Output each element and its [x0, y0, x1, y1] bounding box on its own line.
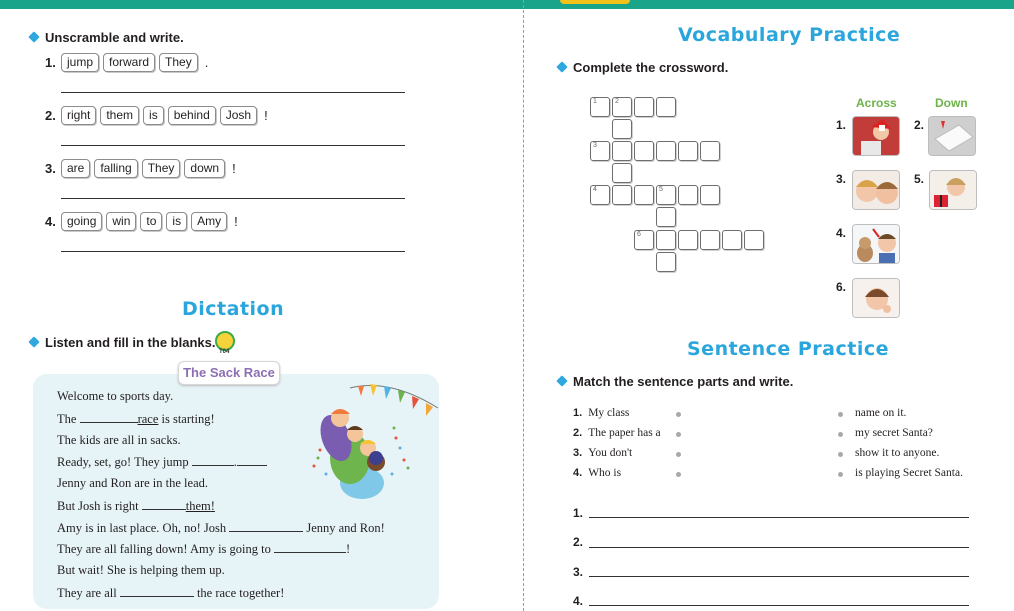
vocabulary-instruction: Complete the crossword.: [573, 60, 729, 75]
word-box: is: [166, 212, 187, 231]
punctuation: !: [232, 161, 236, 176]
santa-gift-photo: [852, 116, 900, 156]
crossword-cell[interactable]: [656, 207, 676, 227]
kitten-and-boy-photo: [852, 224, 900, 264]
crossword-cell[interactable]: [700, 185, 720, 205]
clue-num-3: 3.: [836, 172, 847, 186]
audio-track-label: T04: [219, 349, 230, 355]
match-left-4: 4. Who is: [573, 467, 622, 479]
word-box: going: [61, 212, 102, 231]
word-box: them: [100, 106, 139, 125]
whisper-secret-photo: [852, 170, 900, 210]
story-line-1: Welcome to sports day.: [57, 389, 174, 403]
blank[interactable]: [192, 454, 234, 466]
crossword-cell[interactable]: [700, 230, 720, 250]
vocabulary-title: Vocabulary Practice: [678, 24, 901, 46]
sack-race-illustration: [300, 378, 440, 508]
crossword-cell[interactable]: 6: [634, 230, 654, 250]
word-box: jump: [61, 53, 99, 72]
unscramble-words-4: [61, 212, 238, 231]
sentence-answer-line-4[interactable]: [589, 605, 969, 606]
clue-num-6: 6.: [836, 280, 847, 294]
bullet-diamond-icon: [556, 61, 567, 72]
crossword-cell[interactable]: [656, 97, 676, 117]
across-label: Across: [856, 96, 897, 110]
down-label: Down: [935, 96, 968, 110]
unscramble-instruction: Unscramble and write.: [45, 30, 184, 45]
audio-track-icon[interactable]: [215, 331, 235, 351]
crossword-cell[interactable]: [678, 230, 698, 250]
word-box: right: [61, 106, 96, 125]
story-line-9: But wait! She is helping them up.: [57, 563, 225, 577]
word-box: They: [142, 159, 181, 178]
unscramble-num-2: 2.: [45, 108, 56, 123]
sentence-answer-line-3[interactable]: [589, 576, 969, 577]
blank[interactable]: [229, 520, 303, 532]
girl-with-gift-photo: [929, 170, 977, 210]
top-tab-marker: [560, 0, 630, 4]
crossword-cell[interactable]: [700, 141, 720, 161]
unscramble-words-2: [61, 106, 268, 125]
story-line-5: Jenny and Ron are in the lead.: [57, 476, 208, 490]
word-box: falling: [94, 159, 137, 178]
match-dot-right[interactable]: [838, 412, 843, 417]
sentence-answer-line-2[interactable]: [589, 547, 969, 548]
word-box: are: [61, 159, 90, 178]
crossword-cell[interactable]: [612, 185, 632, 205]
bullet-diamond-icon: [28, 31, 39, 42]
unscramble-num-3: 3.: [45, 161, 56, 176]
match-dot-left[interactable]: [676, 472, 681, 477]
story-line-4: Ready, set, go! They jump .: [57, 454, 267, 470]
word-box: down: [184, 159, 225, 178]
match-right-2: my secret Santa?: [855, 427, 933, 439]
match-left-1: 1. My class: [573, 407, 630, 419]
word-box: win: [106, 212, 136, 231]
word-box: to: [140, 212, 162, 231]
clue-num-1: 1.: [836, 118, 847, 132]
match-dot-left[interactable]: [676, 412, 681, 417]
crossword-cell[interactable]: 1: [590, 97, 610, 117]
crossword-cell[interactable]: [612, 119, 632, 139]
match-dot-right[interactable]: [838, 472, 843, 477]
match-dot-left[interactable]: [676, 432, 681, 437]
word-box: Amy: [191, 212, 227, 231]
crossword-cell[interactable]: 5: [656, 185, 676, 205]
sentence-title: Sentence Practice: [687, 338, 889, 360]
match-dot-right[interactable]: [838, 432, 843, 437]
punctuation: !: [234, 214, 238, 229]
paper-photo: [928, 116, 976, 156]
top-color-bar: [0, 0, 1014, 9]
dictation-title: Dictation: [182, 298, 285, 320]
crossword-cell[interactable]: [656, 252, 676, 272]
bullet-diamond-icon: [28, 336, 39, 347]
blank[interactable]: [80, 411, 138, 423]
blank[interactable]: [237, 454, 267, 466]
crossword-cell[interactable]: 4: [590, 185, 610, 205]
crossword-cell[interactable]: [634, 141, 654, 161]
clue-num-5: 5.: [914, 172, 925, 186]
unscramble-words-3: [61, 159, 236, 178]
crossword-cell[interactable]: [612, 163, 632, 183]
word-box: behind: [168, 106, 216, 125]
story-line-8: They are all falling down! Amy is going to !: [57, 542, 351, 556]
bullet-diamond-icon: [556, 375, 567, 386]
story-line-7: Amy is in last place. Oh, no! Josh Jenny and Ron!: [57, 521, 385, 535]
clue-num-2: 2.: [914, 118, 925, 132]
match-right-1: name on it.: [855, 407, 907, 419]
answer-line-4[interactable]: [61, 251, 405, 252]
girl-thinking-photo: [852, 278, 900, 318]
blank[interactable]: [120, 585, 194, 597]
answer-num-2: 2.: [573, 535, 584, 549]
match-right-4: is playing Secret Santa.: [855, 467, 963, 479]
story-line-2: The race is starting!: [57, 412, 215, 426]
crossword-cell[interactable]: [744, 230, 764, 250]
page-divider: [523, 0, 524, 611]
crossword-cell[interactable]: [678, 141, 698, 161]
crossword-cell[interactable]: [722, 230, 742, 250]
answer-num-1: 1.: [573, 506, 584, 520]
punctuation: .: [204, 55, 209, 70]
dictation-instruction: Listen and fill in the blanks.: [45, 335, 216, 350]
word-box: forward: [103, 53, 155, 72]
match-dot-right[interactable]: [838, 452, 843, 457]
story-line-10: They are all the race together!: [57, 586, 285, 600]
unscramble-num-4: 4.: [45, 214, 56, 229]
answer-line-1[interactable]: [61, 92, 405, 93]
answer-num-3: 3.: [573, 565, 584, 579]
crossword-cell[interactable]: [678, 185, 698, 205]
blank[interactable]: [274, 541, 346, 553]
answer-line-2[interactable]: [61, 145, 405, 146]
crossword-cell[interactable]: 2: [612, 97, 632, 117]
match-dot-left[interactable]: [676, 452, 681, 457]
crossword-cell[interactable]: [634, 97, 654, 117]
match-right-3: show it to anyone.: [855, 447, 940, 459]
unscramble-words-1: [61, 53, 208, 72]
sentence-instruction: Match the sentence parts and write.: [573, 374, 794, 389]
blank[interactable]: [142, 498, 186, 510]
answer-num-4: 4.: [573, 594, 584, 608]
match-left-2: 2. The paper has a: [573, 427, 661, 439]
word-box: Josh: [220, 106, 257, 125]
crossword-cell[interactable]: [612, 141, 632, 161]
punctuation: !: [264, 108, 268, 123]
crossword-cell[interactable]: 3: [590, 141, 610, 161]
sentence-answer-line-1[interactable]: [589, 517, 969, 518]
crossword-cell[interactable]: [656, 141, 676, 161]
clue-num-4: 4.: [836, 226, 847, 240]
crossword-cell[interactable]: [634, 185, 654, 205]
story-line-6: But Josh is right them!: [57, 499, 215, 513]
crossword-cell[interactable]: [656, 230, 676, 250]
word-box: is: [143, 106, 164, 125]
word-box: They: [159, 53, 198, 72]
answer-line-3[interactable]: [61, 198, 405, 199]
unscramble-num-1: 1.: [45, 55, 56, 70]
story-title: The Sack Race: [178, 361, 280, 385]
story-line-3: The kids are all in sacks.: [57, 433, 181, 447]
match-left-3: 3. You don't: [573, 447, 633, 459]
